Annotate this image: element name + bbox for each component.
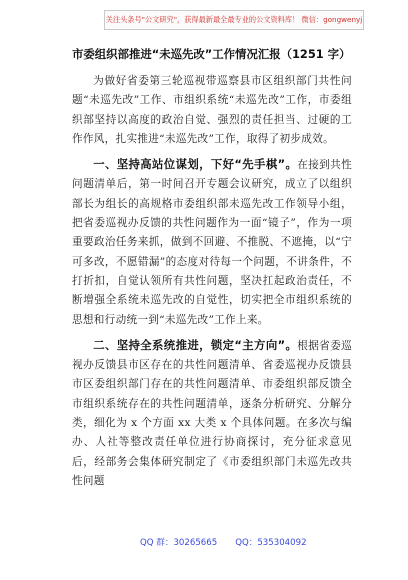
page-title: 市委组织部推进“未巡先改”工作情况汇报（1251 字） <box>72 47 351 61</box>
header-banner: 关注头条号"公文研究"，获得最新最全最专业的公文资料库！ 微信：gongwenyj <box>104 10 364 30</box>
paragraph-text: 为做好省委第三轮巡视带巡察县市区组织部门共性问题“未巡先改”工作、市组织系统“未巡先改”工作，市委组织部坚持以高度的政治自觉、强烈的责任担当、过硬的工作作风，扎实推进“未巡先改”工作，取得了初步成效。 <box>72 75 352 145</box>
paragraph-text: 在接到共性问题清单后，第一时间召开专题会议研究，成立了以组织部长为组长的高规格市委组织部未巡先改工作领导小组，把省委巡视办反馈的共性问题作为一面“镜子”，作为一项重要政治任务来抓，做到不回避、不推脱、不遮掩，以“宁可多改，不愿错漏”的态度对待每一个问题，不讲条件，不打折扣，自觉认领所有共性问题，坚决扛起政治责任，不断增强全系统未巡先改的自觉性，切实把全市组织系统的思想和行动统一到“未巡先改”工作上来。 <box>72 159 352 326</box>
qq-group-number: QQ 群：30265665 <box>140 538 218 548</box>
intro-paragraph <box>72 72 352 149</box>
document-body <box>72 72 352 497</box>
section-heading: 二、坚持全系统推进，锁定“主方向”。 <box>93 337 298 352</box>
section-one-paragraph <box>72 155 352 330</box>
qq-number: QQ：535304092 <box>235 538 307 548</box>
page-footer <box>140 536 340 550</box>
paragraph-text: 根据省委巡视办反馈县市区存在的共性问题清单、省委巡视办反馈县市区委组织部门存在的共性问题清单、市委组织部反馈全市组织系统存在的共性问题清单，逐条分析研究、分解分类，细化为 x 个方面 xx 大类 x 个具体问题。在多次与编办、人社等整改责任单位进行协商探讨，充分征求意见后，经部务会集体研究制定了《市委组织部门未巡先改共性问题 <box>72 339 352 487</box>
section-two-paragraph <box>72 336 352 491</box>
section-heading: 一、坚持高站位谋划，下好“先手棋”。 <box>93 157 298 172</box>
